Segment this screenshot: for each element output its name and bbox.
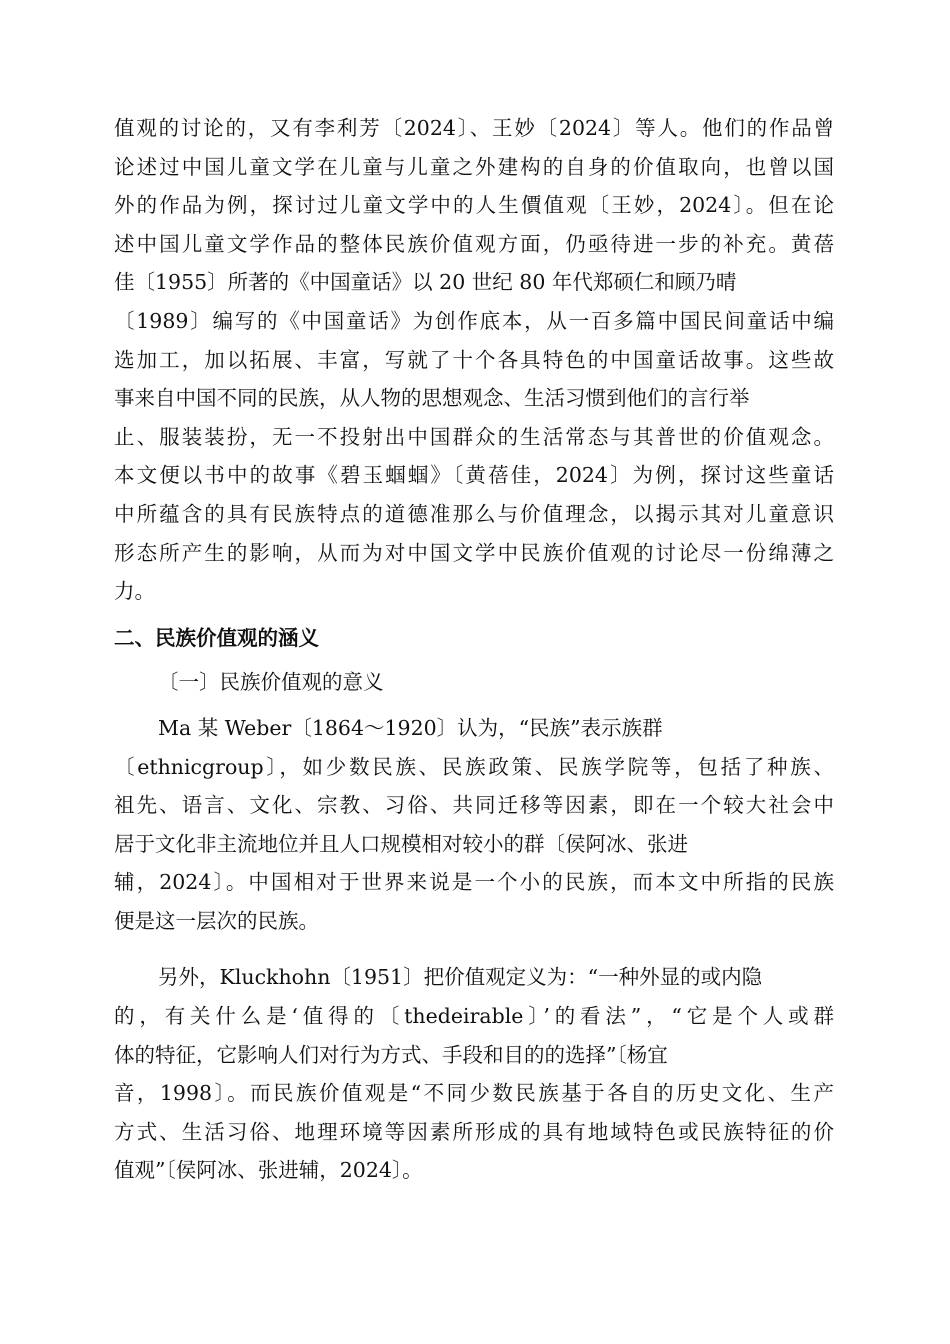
text-line: 另外，Kluckhohn〔1951〕把价值观定义为：“一种外显的或内隐 xyxy=(158,965,763,990)
text-line: 便是这一层次的民族。 xyxy=(114,908,319,933)
text-line: 形态所产生的影响，从而为对中国文学中民族价值观的讨论尽一份绵薄之 xyxy=(114,540,834,565)
text-line: 外的作品为例，探讨过儿童文学中的人生價值观〔王妙，2024〕。但在论 xyxy=(114,193,834,218)
subsection-heading: 〔一〕民族价值观的意义 xyxy=(158,670,384,695)
text-line: 选加工，加以拓展、丰富，写就了十个各具特色的中国童话故事。这些故 xyxy=(114,347,834,372)
text-line: 本文便以书中的故事《碧玉蝈蝈》〔黄蓓佳，2024〕为例，探讨这些童话 xyxy=(114,463,834,488)
body-paragraph-2 xyxy=(114,709,834,941)
section-heading: 二、民族价值观的涵义 xyxy=(114,625,319,650)
text-line: 论述过中国儿童文学在儿童与儿童之外建构的自身的价值取向，也曾以国 xyxy=(114,154,834,179)
text-line: 辅，2024〕。中国相对于世界来说是一个小的民族，而本文中所指的民族 xyxy=(114,870,834,895)
text-line: 体的特征，它影响人们对行为方式、手段和目的的选择”〔杨宜 xyxy=(114,1042,668,1067)
text-line: 中所蕴含的具有民族特点的道德准那么与价值理念，以揭示其对儿童意识 xyxy=(114,501,834,526)
text-line: 止、服装装扮，无一不投射出中国群众的生活常态与其普世的价值观念。 xyxy=(114,424,834,449)
text-line: 值观的讨论的，又有李利芳〔2024〕、王妙〔2024〕等人。他们的作品曾 xyxy=(114,116,834,140)
text-line: 音，1998〕。而民族价值观是“不同少数民族基于各自的历史文化、生产 xyxy=(114,1081,834,1106)
body-paragraph-1 xyxy=(114,109,834,611)
text-line: 〔1989〕编写的《中国童话》为创作底本，从一百多篇中国民间童话中编 xyxy=(114,308,834,333)
body-paragraph-3 xyxy=(114,958,834,1190)
text-line: 方式、生活习俗、地理环境等因素所形成的具有地域特色或民族特征的价 xyxy=(114,1119,834,1144)
text-line: 祖先、语言、文化、宗教、习俗、共同迁移等因素，即在一个较大社会中 xyxy=(114,793,834,818)
text-line: 述中国儿童文学作品的整体民族价值观方面，仍亟待进一步的补充。黄蓓 xyxy=(114,231,834,256)
text-line: 事来自中国不同的民族，从人物的思想观念、生活习惯到他们的言行举 xyxy=(114,386,750,411)
text-line: 的，有关什么是‘值得的〔thedeirable〕’的看法”，“它是个人或群 xyxy=(114,1004,834,1029)
text-line: 值观”〔侯阿冰、张进辅，2024〕。 xyxy=(114,1158,423,1183)
text-line: 〔ethnicgroup〕，如少数民族、民族政策、民族学院等，包括了种族、 xyxy=(114,754,834,779)
text-line: 佳〔1955〕所著的《中国童话》以 20 世纪 80 年代郑硕仁和顾乃晴 xyxy=(114,270,737,295)
document-page xyxy=(114,109,834,1190)
text-line: 力。 xyxy=(114,579,155,604)
text-line: Ma 某 Weber〔1864～1920〕认为，“民族”表示族群 xyxy=(158,715,663,740)
text-line: 居于文化非主流地位并且人口规模相对较小的群〔侯阿冰、张进 xyxy=(114,831,688,856)
